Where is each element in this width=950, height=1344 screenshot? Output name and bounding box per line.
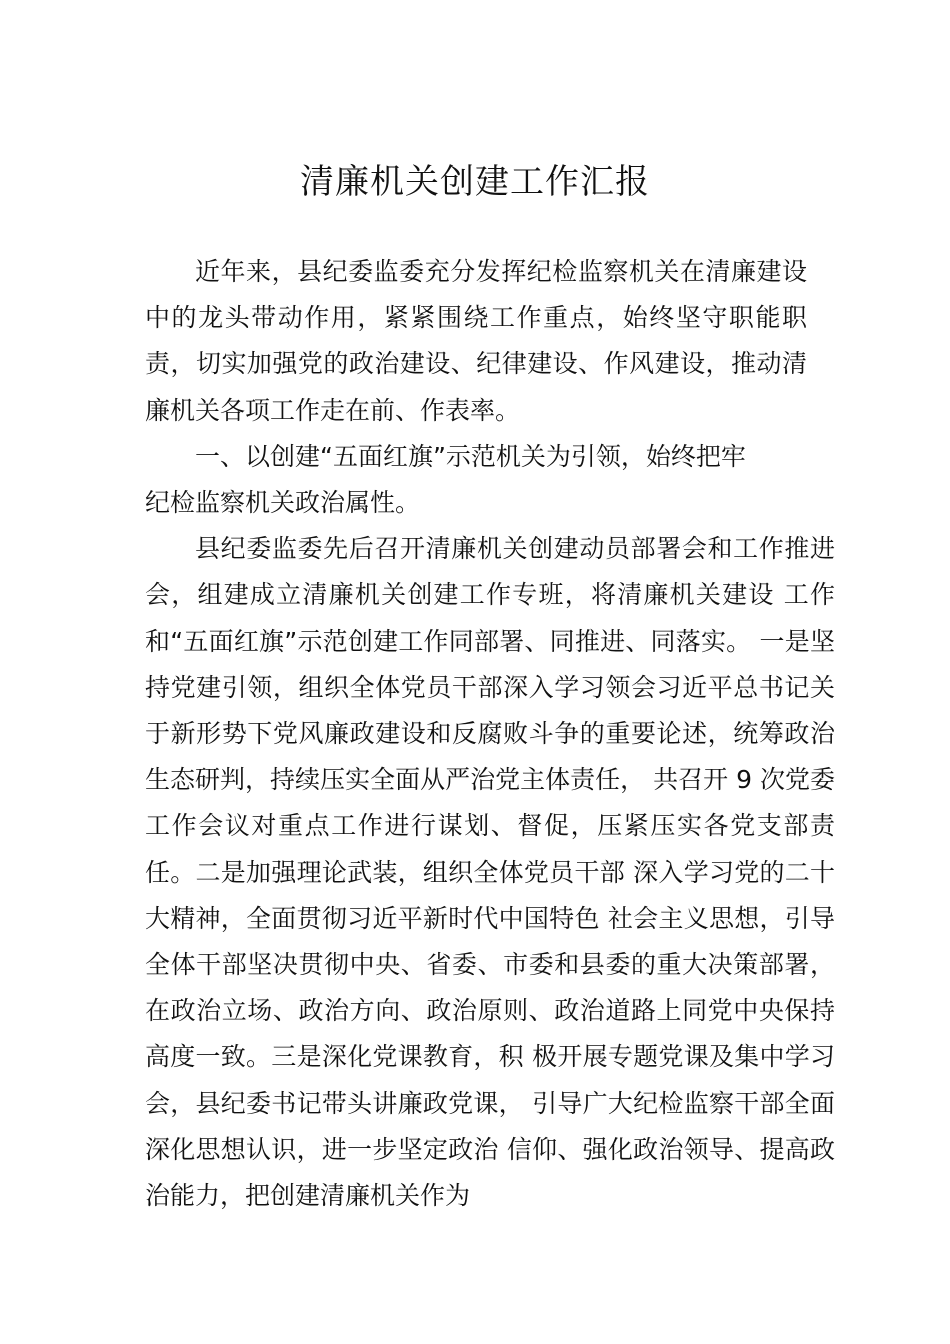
document-title: 清廉机关创建工作汇报 xyxy=(300,162,650,202)
body-paragraph: 县纪委监委先后召开清廉机关创建动员部署会和工作推进会，组建成立清廉机关创建工作专班，将清廉机关建设 工作和“五面红旗”示范创建工作同部署、同推进、同落实。 一是坚持党建引领，组织全体党员干部深入学习领会习近平总书记关于新形势下党风廉政建设和反腐败斗争的重要论述，统筹政治生态研判，持续压实全面从严治党主体责任， 共召开 9 次党委工作会议对重点工作进行谋划、督促，压紧压实各党支部责任。二是加强理论武装，组织全体党员干部 深入学习党的二十大精神，全面贯彻习近平新时代中国特色 社会主义思想，引导全体干部坚决贯彻中央、省委、市委和县委的重大决策部署，在政治立场、政治方向、政治原则、政治道路上同党中央保持高度一致。三是深化党课教育，积 极开展专题党课及集中学习会，县纪委书记带头讲廉政党课， 引导广大纪检监察干部全面深化思想认识，进一步坚定政治 信仰、强化政治领导、提高政治能力，把创建清廉机关作为 xyxy=(145,534,835,1211)
section-heading-1: 一、以创建“五面红旗”示范机关为引领，始终把牢纪检监察机关政治属性。 xyxy=(145,441,746,518)
intro-paragraph: 近年来，县纪委监委充分发挥纪检监察机关在清廉建设中的龙头带动作用，紧紧围绕工作重点，始终坚守职能职责，切实加强党的政治建设、纪律建设、作风建设，推动清廉机关各项工作走在前、作表率。 xyxy=(145,257,807,425)
document-body xyxy=(145,249,835,1219)
